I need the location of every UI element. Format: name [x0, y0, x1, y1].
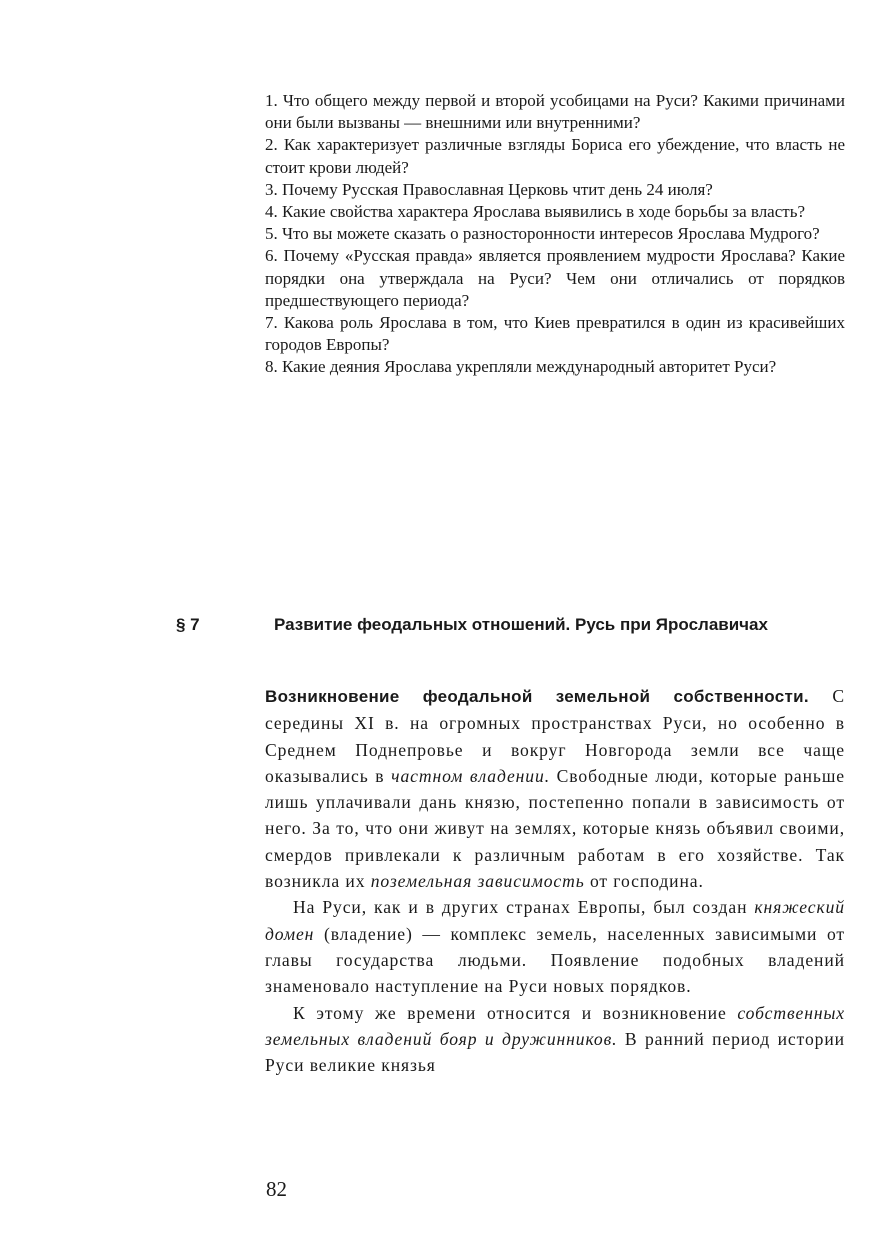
paragraph-1-italic-2: поземельная зависимость	[370, 871, 585, 892]
question-6: 6. Почему «Русская правда» является проявлением мудрости Ярослава? Какие порядки она утверждала на Руси? Чем они отличались от порядков предшествующего периода?	[265, 246, 845, 310]
paragraph-1-text-c: от господина.	[584, 871, 704, 892]
paragraph-1-italic-1: частном владении.	[391, 765, 550, 786]
review-questions	[265, 90, 845, 379]
section-number: § 7	[176, 615, 200, 634]
paragraph-2-italic-1: княжеский домен	[265, 897, 845, 944]
question-3: 3. Почему Русская Православная Церковь чтит день 24 июля?	[265, 179, 713, 199]
question-5: 5. Что вы можете сказать о разносторонности интересов Ярослава Мудрого?	[265, 224, 820, 244]
subheading: Возникновение феодальной земельной собственности.	[265, 687, 809, 706]
question-7: 7. Какова роль Ярослава в том, что Киев превратился в один из красивейших городов Европы?	[265, 313, 845, 355]
paragraph-3	[265, 1000, 845, 1079]
question-8: 8. Какие деяния Ярослава укрепляли международный авторитет Руси?	[265, 357, 777, 377]
question-4: 4. Какие свойства характера Ярослава выявились в ходе борьбы за власть?	[265, 202, 805, 222]
paragraph-2	[265, 894, 845, 999]
paragraph-1-text-a: С середины XI в. на огромных пространствах Руси, но особенно в Среднем Поднепровье и вокруг Новгорода земли все чаще оказывались в	[265, 686, 845, 786]
section-body	[265, 683, 845, 1078]
paragraph-2-text-b: (владение) — комплекс земель, населенных зависимыми от главы государства людьми. Появление подобных владений знаменовало наступление на Руси новых порядков.	[265, 923, 845, 997]
question-2: 2. Как характеризует различные взгляды Бориса его убеждение, что власть не стоит крови людей?	[265, 135, 845, 177]
paragraph-1	[265, 683, 845, 894]
section-title: Развитие феодальных отношений. Русь при Ярославичах	[274, 615, 768, 634]
question-1: 1. Что общего между первой и второй усобицами на Руси? Какими причинами они были вызваны — внешними или внутренними?	[265, 91, 845, 133]
paragraph-3-text-b: В ранний период истории Руси великие князья	[265, 1028, 845, 1076]
paragraph-1-text-b: Свободные люди, которые раньше лишь уплачивали дань князю, постепенно попали в зависимость от него. За то, что они живут на землях, которые князь объявил своими, смердов привлекали к различным работам в его хозяйстве. Так возникла их	[265, 765, 846, 892]
paragraph-2-text-a: На Руси, как и в других странах Европы, был создан	[293, 897, 755, 918]
page-number: 82	[266, 1177, 287, 1201]
paragraph-3-text-a: К этому же времени относится и возникновение	[293, 1002, 738, 1023]
paragraph-3-italic-1: собственных земельных владений бояр и дружинников.	[265, 1002, 845, 1049]
section-heading	[176, 612, 846, 642]
